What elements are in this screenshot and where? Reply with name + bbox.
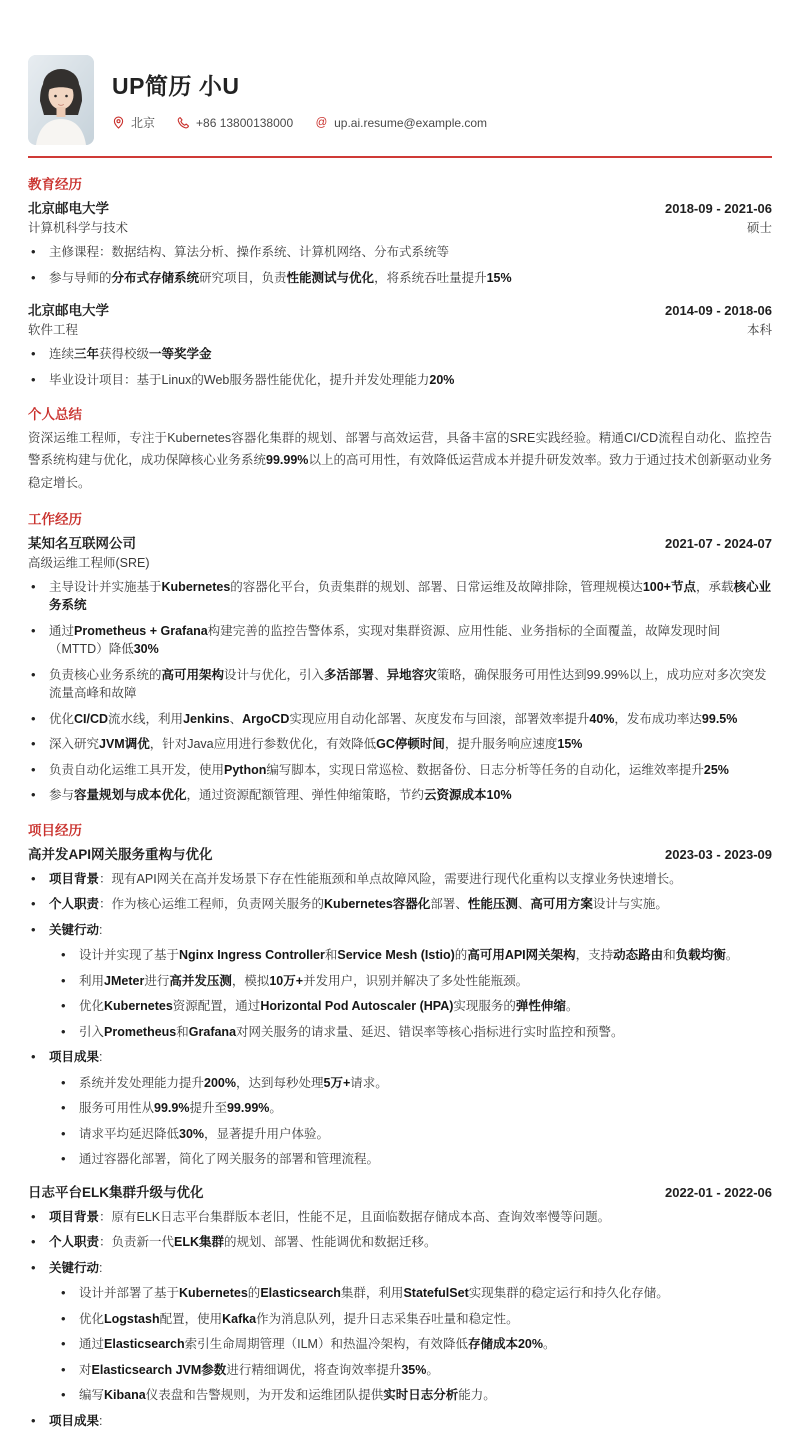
bullet-item: • 通过Prometheus + Grafana构建完善的监控告警体系，实现对集群资源、应用性能、业务指标的全面覆盖，故障发现时间（MTTD）降低30% (28, 622, 772, 659)
bullet-item: • 参与导师的分布式存储系统研究项目，负责性能测试与优化，将系统吞吐量提升15% (28, 269, 772, 288)
entry-header (28, 197, 772, 217)
section-entry (28, 843, 772, 1169)
section-title: 个人总结 (28, 407, 82, 422)
bullet-item: • 毕业设计项目：基于Linux的Web服务器性能优化，提升并发处理能力20% (28, 371, 772, 390)
bullet-item: • 负责核心业务系统的高可用架构设计与优化，引入多活部署、异地容灾策略，确保服务可用性达到99.99%以上，成功应对多次突发流量高峰和故障 (28, 666, 772, 703)
bullet-item: • 项目成果: (28, 1048, 772, 1067)
bullet-item: • 引入Prometheus和Grafana对网关服务的请求量、延迟、错误率等核心指标进行实时监控和预警。 (58, 1023, 772, 1042)
contact-text: 北京 (131, 116, 156, 130)
bullet-item: • 对Elasticsearch JVM参数进行精细调优，将查询效率提升35%。 (58, 1361, 772, 1380)
entry-title: 北京邮电大学 (28, 201, 109, 216)
email-icon (315, 116, 328, 129)
section-title: 教育经历 (28, 177, 82, 192)
section-title: 工作经历 (28, 511, 82, 527)
phone-icon (177, 116, 190, 129)
entry-date: 2014-09 - 2018-06 (665, 303, 772, 318)
bullet-item: • 优化CI/CD流水线，利用Jenkins、ArgoCD实现应用自动化部署、灰度发布与回滚，部署效率提升40%，发布成功率达99.5% (28, 710, 772, 729)
bullet-item: • 个人职责：负责新一代ELK集群的规划、部署、性能调优和数据迁移。 (28, 1233, 772, 1252)
bullet-item: • 关键行动: (28, 1259, 772, 1278)
bullet-item: • 连续三年获得校级一等奖学金 (28, 345, 772, 364)
entry-header (28, 532, 772, 552)
entry-subheader (28, 320, 772, 338)
entry-header (28, 299, 772, 319)
section-title: 项目经历 (28, 822, 82, 838)
contact-text: +86 13800138000 (196, 115, 294, 130)
bullet-list (28, 578, 772, 805)
entry-subheader (28, 553, 772, 571)
bullet-item: • 项目成果: (28, 1412, 772, 1430)
bullet-item: • 通过容器化部署，简化了网关服务的部署和管理流程。 (58, 1150, 772, 1169)
bullet-item: • 请求平均延迟降低30%，显著提升用户体验。 (58, 1125, 772, 1144)
entry-date: 2023-03 - 2023-09 (665, 846, 772, 862)
contact-item (315, 116, 487, 130)
location-icon (112, 116, 125, 129)
bullet-item: • 利用JMeter进行高并发压测，模拟10万+并发用户，识别并解决了多处性能瓶颈。 (58, 972, 772, 991)
bullet-item: • 负责自动化运维工具开发，使用Python编写脚本，实现日常巡检、数据备份、日志分析等任务的自动化，运维效率提升25% (28, 761, 772, 780)
entry-degree: 本科 (746, 323, 772, 337)
portrait-illustration (28, 55, 94, 145)
entry-title: 日志平台ELK集群升级与优化 (28, 1184, 204, 1200)
bullet-item: • 优化Logstash配置，使用Kafka作为消息队列，提升日志采集吞吐量和稳定性。 (58, 1310, 772, 1329)
bullet-list (28, 870, 772, 1169)
section-entry (28, 299, 772, 389)
resume-section (28, 819, 772, 1430)
entry-title: 北京邮电大学 (28, 303, 109, 318)
section-entry (28, 532, 772, 805)
bullet-item: • 编写Kibana仪表盘和告警规则，为开发和运维团队提供实时日志分析能力。 (58, 1386, 772, 1405)
bullet-list (28, 345, 772, 389)
entry-date: 2018-09 - 2021-06 (665, 201, 772, 216)
contact-item (177, 116, 293, 130)
bullet-item: • 主导设计并实施基于Kubernetes的容器化平台，负责集群的规划、部署、日常运维及故障排除，管理规模达100+节点，承载核心业务系统 (28, 578, 772, 615)
entry-subtitle: 计算机科学与技术 (28, 221, 129, 235)
summary-paragraph: 资深运维工程师，专注于Kubernetes容器化集群的规划、部署与高效运营，具备丰富的SRE实践经验。精通CI/CD流程自动化、监控告警系统构建与优化，成功保障核心业务系统99.99%以上的高可用性，有效降低运营成本并提升研发效率。致力于通过技术创新驱动业务稳定增长。 (28, 431, 772, 490)
bullet-list (28, 1208, 772, 1430)
entry-subheader (28, 218, 772, 236)
bullet-item: • 通过Elasticsearch索引生命周期管理（ILM）和热温冷架构，有效降低存储成本20%。 (58, 1335, 772, 1354)
entry-subtitle: 高级运维工程师(SRE) (28, 555, 150, 570)
resume-section (28, 403, 772, 494)
entry-header (28, 843, 772, 863)
bullet-item: • 服务可用性从99.9%提升至99.99%。 (58, 1099, 772, 1118)
entry-degree: 硕士 (746, 221, 772, 235)
entry-date: 2022-01 - 2022-06 (665, 1184, 772, 1200)
bullet-item: • 设计并部署了基于Kubernetes的Elasticsearch集群，利用StatefulSet实现集群的稳定运行和持久化存储。 (58, 1284, 772, 1303)
bullet-item: • 个人职责：作为核心运维工程师，负责网关服务的Kubernetes容器化部署、性能压测、高可用方案设计与实施。 (28, 895, 772, 914)
bullet-item: • 主修课程：数据结构、算法分析、操作系统、计算机网络、分布式系统等 (28, 243, 772, 262)
bullet-list (28, 243, 772, 287)
entry-subtitle: 软件工程 (28, 323, 79, 337)
entry-date: 2021-07 - 2024-07 (665, 535, 772, 551)
section-entry (28, 1181, 772, 1430)
bullet-item: • 参与容量规划与成本优化，通过资源配额管理、弹性伸缩策略，节约云资源成本10% (28, 786, 772, 805)
bullet-item: • 系统并发处理能力提升200%，达到每秒处理5万+请求。 (58, 1074, 772, 1093)
bullet-item: • 关键行动: (28, 921, 772, 940)
bullet-item: • 优化Kubernetes资源配置，通过Horizontal Pod Autoscaler (HPA)实现服务的弹性伸缩。 (58, 997, 772, 1016)
section-entry (28, 197, 772, 287)
entry-title: 某知名互联网公司 (28, 535, 136, 551)
resume-section (28, 173, 772, 389)
entry-header (28, 1181, 772, 1201)
candidate-name: UP简历 小U (112, 73, 240, 99)
bullet-item: • 深入研究JVM调优，针对Java应用进行参数优化，有效降低GC停顿时间，提升服务响应速度15% (28, 735, 772, 754)
bullet-item: • 项目背景：原有ELK日志平台集群版本老旧，性能不足，且面临数据存储成本高、查询效率慢等问题。 (28, 1208, 772, 1227)
contact-row (112, 114, 487, 131)
avatar (28, 55, 94, 145)
bullet-item: • 项目背景：现有API网关在高并发场景下存在性能瓶颈和单点故障风险，需要进行现代化重构以支撑业务快速增长。 (28, 870, 772, 889)
resume-section (28, 508, 772, 805)
resume-header (28, 0, 772, 145)
svg-text:@: @ (315, 117, 328, 129)
resume-body (28, 158, 772, 1430)
bullet-item: • 设计并实现了基于Nginx Ingress Controller和Service Mesh (Istio)的高可用API网关架构，支持动态路由和负载均衡。 (58, 946, 772, 965)
contact-text: up.ai.resume@example.com (334, 115, 488, 130)
contact-item (112, 114, 155, 131)
entry-title: 高并发API网关服务重构与优化 (28, 846, 213, 862)
header-info (112, 55, 487, 131)
